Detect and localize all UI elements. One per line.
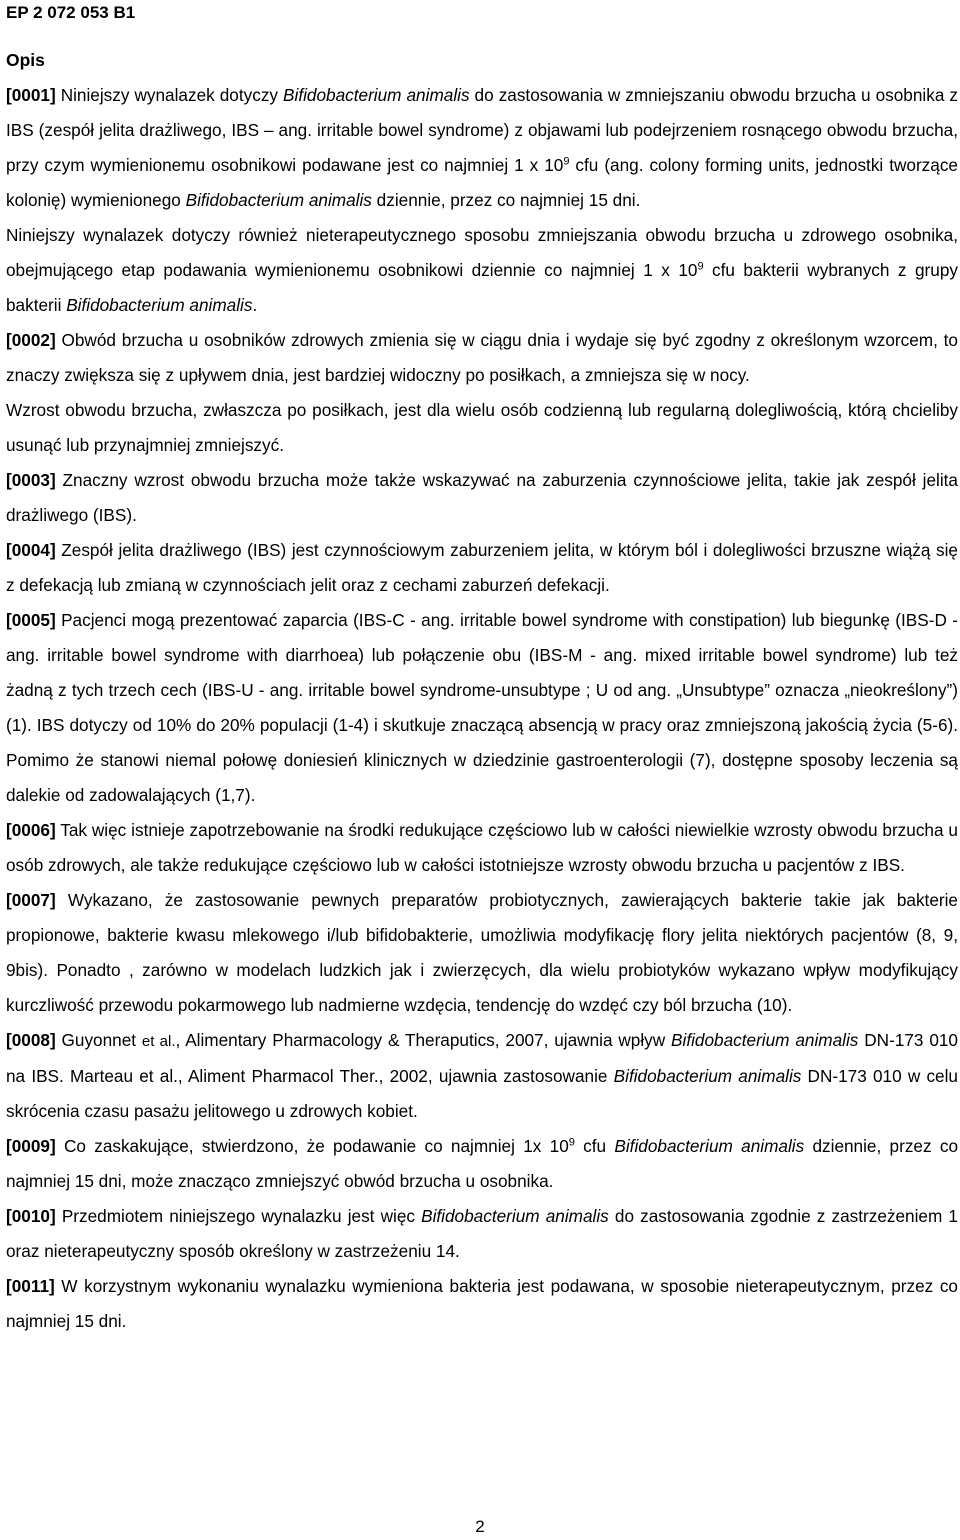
text-run: Pacjenci mogą prezentować zaparcia (IBS-C - ang. irritable bowel syndrome with constipation) lub biegunkę (IBS-D - ang. irritable bowel syndrome with diarrhoea) lub połączenie obu (IBS-M - ang. mixed irritable bowel syndrome) lub też żadną z tych trzech cech (IBS-U - ang. irritable bowel syndrome-unsubtype ; U od ang. „Unsubtype” oznacza „nieokreślony”) (1). IBS dotyczy od 10% do 20% populacji (1-4) i skutkuje znaczącą absencją w pracy oraz zmniejszoną jakością życia (5-6). Pomimo że stanowi niemal połowę doniesień klinicznych w dziedzinie gastroenterologii (7), dostępne sposoby leczenia są dalekie od zadowalających (1,7). [6,610,958,805]
text-run: W korzystnym wykonaniu wynalazku wymieniona bakteria jest podawana, w sposobie nieterapeutycznym, przez co najmniej 15 dni. [6,1276,958,1331]
text-run: Niniejszy wynalazek dotyczy również nieterapeutycznego sposobu zmniejszania obwodu brzucha u zdrowego osobnika, obejmującego etap podawania wymienionemu osobnikowi dziennie co najmniej 1 x 10 [6,225,958,280]
species-name: Bifidobacterium animalis [671,1030,859,1050]
paragraph [6,463,958,533]
paragraph [6,323,958,393]
exponent: 9 [563,155,570,168]
paragraph-number: [0005] [6,610,56,630]
paragraph-number: [0006] [6,820,56,840]
text-run: . [252,295,258,315]
paragraph [6,218,958,323]
text-run: Guyonnet [55,1030,142,1050]
paragraph [6,533,958,603]
document-id: EP 2 072 053 B1 [6,3,136,22]
text-run: Obwód brzucha u osobników zdrowych zmienia się w ciągu dnia i wydaje się być zgodny z określonym wzorcem, to znaczy zwiększa się z upływem dnia, jest bardziej widoczny po posiłkach, a zmniejsza się w nocy. [6,330,958,385]
text-run: Przedmiotem niniejszego wynalazku jest więc [55,1206,422,1226]
paragraph-number: [0011] [6,1276,55,1296]
text-run: cfu (ang. colony forming units, jednostki tworzące kolonię) wymienionego [6,155,958,210]
paragraph-number: [0003] [6,470,56,490]
text-run: et al. [141,1033,176,1050]
paragraph [6,813,958,883]
text-run: Wykazano, że zastosowanie pewnych preparatów probiotycznych, zawierających bakterie takie jak bakterie propionowe, bakterie kwasu mlekowego i/lub bifidobakterie, umożliwia modyfikację flory jelita niektórych pacjentów (8, 9, 9bis). Ponadto , zarówno w modelach ludzkich jak i zwierzęcych, dla wielu probiotyków wykazano wpływ modyfikujący kurczliwość przewodu pokarmowego lub nadmierne wzdęcia, tendencję do wzdęć czy ból brzucha (10). [6,890,958,1015]
paragraph [6,78,958,218]
text-run: Wzrost obwodu brzucha, zwłaszcza po posiłkach, jest dla wielu osób codzienną lub regularną dolegliwością, którą chcieliby usunąć lub przynajmniej zmniejszyć. [6,400,958,455]
section-heading: Opis [6,50,45,70]
text-run: do zastosowania zgodnie z zastrzeżeniem 1 oraz nieterapeutyczny sposób określony w zastrzeżeniu 14. [6,1206,958,1261]
paragraph-number: [0001] [6,85,56,105]
text-run: Niniejszy wynalazek dotyczy [55,85,284,105]
paragraph-number: [0008] [6,1030,56,1050]
text-run: dziennie, przez co najmniej 15 dni, może znacząco zmniejszyć obwód brzucha u osobnika. [6,1136,959,1191]
species-name: Bifidobacterium animalis [421,1206,609,1226]
paragraph [6,1199,958,1269]
paragraph [6,1269,958,1339]
paragraph-number: [0007] [6,890,56,910]
text-run: DN-173 010 w celu skrócenia czasu pasażu jelitowego u zdrowych kobiet. [6,1066,958,1121]
text-run: cfu bakterii wybranych z grupy bakterii [6,260,958,315]
species-name: Bifidobacterium animalis [66,295,253,315]
paragraph-number: [0010] [6,1206,56,1226]
species-name: Bifidobacterium animalis [613,1066,802,1086]
species-name: Bifidobacterium animalis [283,85,470,105]
paragraph [6,883,958,1023]
paragraph [6,1129,958,1199]
paragraph-number: [0009] [6,1136,56,1156]
text-run: Tak więc istnieje zapotrzebowanie na środki redukujące częściowo lub w całości niewielkie wzrosty obwodu brzucha u osób zdrowych, ale także redukujące częściowo lub w całości istotniejsze wzrosty obwodu brzucha u pacjentów z IBS. [6,820,958,875]
text-run: , Alimentary Pharmacology & Theraputics, 2007, ujawnia wpływ [175,1030,672,1050]
exponent: 9 [568,1136,575,1149]
text-run: Zespół jelita drażliwego (IBS) jest czynnościowym zaburzeniem jelita, w którym ból i dolegliwości brzuszne wiążą się z defekacją lub zmianą w czynnościach jelit oraz z cechami zaburzeń defekacji. [6,540,958,595]
paragraph [6,603,958,813]
description-body [6,78,958,1339]
species-name: Bifidobacterium animalis [614,1136,805,1156]
exponent: 9 [697,260,704,273]
page-number: 2 [475,1517,485,1536]
paragraph [6,393,958,463]
text-run: Co zaskakujące, stwierdzono, że podawanie co najmniej 1x 10 [55,1136,569,1156]
text-run: dziennie, przez co najmniej 15 dni. [371,190,641,210]
text-run: DN-173 010 na IBS. Marteau et al., Aliment Pharmacol Ther., 2002, ujawnia zastosowanie [6,1030,958,1086]
text-run: do zastosowania w zmniejszaniu obwodu brzucha u osobnika z IBS (zespół jelita drażliwego, IBS – ang. irritable bowel syndrome) z objawami lub podejrzeniem rosnącego obwodu brzucha, przy czym wymienionemu osobnikowi podawane jest co najmniej 1 x 10 [6,85,958,175]
text-run: cfu [574,1136,615,1156]
paragraph [6,1023,958,1129]
text-run: Znaczny wzrost obwodu brzucha może także wskazywać na zaburzenia czynnościowe jelita, takie jak zespół jelita drażliwego (IBS). [6,470,958,525]
species-name: Bifidobacterium animalis [185,190,372,210]
paragraph-number: [0002] [6,330,56,350]
paragraph-number: [0004] [6,540,56,560]
